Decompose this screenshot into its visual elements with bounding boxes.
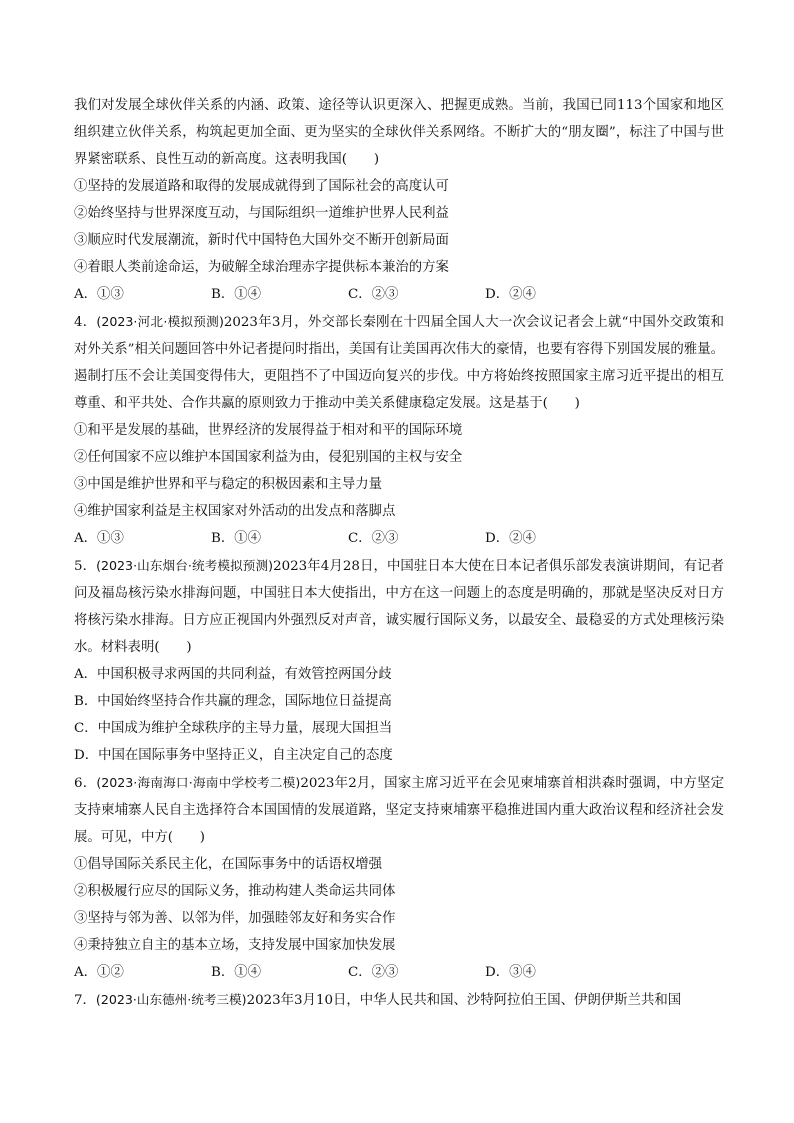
question-text: 2023年3月，外交部长秦刚在十四届全国人大一次会议记者会上就“中国外交政策和对外关系”相关问题回答中外记者提问时指出，美国有让美国再次伟大的豪情，也要有容得下别国发展的雅量。遏制打压不会让美国变得伟大，更阻挡不了中国迈向复兴的步伐。中方将始终按照国家主席习近平提出的相互尊重、和平共处、合作共赢的原则致力于推动中美关系健康稳定发展。这是基于( ) [74, 315, 724, 411]
answer-choices [74, 525, 724, 552]
question-source: (2023·海南海口·海南中学校考二模) [96, 775, 301, 790]
question-source: (2023·河北·模拟预测) [96, 314, 224, 329]
choice-c[interactable]: C．②③ [348, 531, 399, 546]
choice-c[interactable]: C．②③ [348, 965, 399, 980]
choice-a[interactable]: A．①③ [74, 531, 124, 546]
statement-option: ③中国是维护世界和平与稳定的积极因素和主导力量 [74, 477, 382, 492]
choice-d[interactable]: D．③④ [485, 965, 536, 980]
question-stem [74, 552, 724, 661]
choice-d[interactable]: D．②④ [485, 287, 536, 302]
answer-choices [74, 959, 724, 986]
choice-d[interactable]: D．中国在国际事务中坚持正义，自主决定自己的态度 [74, 748, 393, 763]
question-number: 6． [74, 776, 97, 791]
choice-c[interactable]: C．②③ [348, 287, 399, 302]
statement-option: ④维护国家利益是主权国家对外活动的出发点和落脚点 [74, 504, 396, 519]
statement-option: ②任何国家不应以维护本国国家利益为由，侵犯别国的主权与安全 [74, 450, 463, 465]
question-stem: 我们对发展全球伙伴关系的内涵、政策、途径等认识更深入、把握更成熟。当前，我国已同113个国家和地区组织建立伙伴关系，构筑起更加全面、更为坚实的全球伙伴关系网络。不断扩大的“朋友圈”，标注了中国与世界紧密联系、良性互动的新高度。这表明我国( ) [74, 98, 724, 167]
question-text: 2023年3月10日，中华人民共和国、沙特阿拉伯王国、伊朗伊斯兰共和国 [246, 993, 682, 1008]
choice-b[interactable]: B．①④ [211, 287, 262, 302]
question-4 [74, 308, 724, 552]
choice-b[interactable]: B．①④ [211, 965, 262, 980]
choice-b[interactable]: B．中国始终坚持合作共赢的理念，国际地位日益提高 [74, 694, 392, 709]
statement-option: ②始终坚持与世界深度互动，与国际组织一道维护世界人民利益 [74, 206, 449, 221]
choice-a[interactable]: A．①② [74, 965, 124, 980]
choice-d[interactable]: D．②④ [485, 531, 536, 546]
statement-option: ④秉持独立自主的基本立场，支持发展中国家加快发展 [74, 938, 396, 953]
question-7 [74, 986, 724, 1014]
answer-choices [74, 281, 724, 308]
document-page [74, 92, 724, 1014]
statement-option: ④着眼人类前途命运，为破解全球治理赤字提供标本兼治的方案 [74, 260, 449, 275]
question-source: (2023·山东德州·统考三模) [95, 992, 247, 1007]
question-stem [74, 986, 724, 1014]
question-text: 2023年2月，国家主席习近平在会见柬埔寨首相洪森时强调，中方坚定支持柬埔寨人民自主选择符合本国国情的发展道路，坚定支持柬埔寨平稳推进国内重大政治议程和经济社会发展。可见，中方( ) [74, 776, 724, 845]
question-source: (2023·山东烟台·统考模拟预测) [96, 558, 274, 573]
choice-b[interactable]: B．①④ [211, 531, 262, 546]
question-5 [74, 552, 724, 769]
statement-option: ③坚持与邻为善、以邻为伴，加强睦邻友好和务实合作 [74, 911, 396, 926]
choice-a[interactable]: A．①③ [74, 287, 124, 302]
choice-c[interactable]: C．中国成为维护全球秩序的主导力量，展现大国担当 [74, 721, 393, 736]
choice-a[interactable]: A．中国积极寻求两国的共同利益，有效管控两国分歧 [74, 667, 392, 682]
statement-option: ③顺应时代发展潮流，新时代中国特色大国外交不断开创新局面 [74, 233, 449, 248]
question-stem [74, 769, 724, 851]
statement-option: ②积极履行应尽的国际义务，推动构建人类命运共同体 [74, 884, 396, 899]
statement-option: ①坚持的发展道路和取得的发展成就得到了国际社会的高度认可 [74, 179, 449, 194]
question-3-continued [74, 92, 724, 308]
statement-option: ①和平是发展的基础，世界经济的发展得益于相对和平的国际环境 [74, 423, 463, 438]
question-text: 2023年4月28日，中国驻日本大使在日本记者俱乐部发表演讲期间，有记者问及福岛核污染水排海问题，中国驻日本大使指出，中方在这一问题上的态度是明确的，那就是坚决反对日方将核污染水排海。日方应正视国内外强烈反对声音，诚实履行国际义务，以最安全、最稳妥的方式处理核污染水。材料表明( ) [74, 559, 724, 655]
question-stem [74, 308, 724, 417]
question-number: 5． [74, 559, 97, 574]
statement-option: ①倡导国际关系民主化，在国际事务中的话语权增强 [74, 857, 382, 872]
question-number: 4． [74, 315, 97, 330]
question-number: 7． [74, 993, 96, 1008]
question-6 [74, 769, 724, 986]
